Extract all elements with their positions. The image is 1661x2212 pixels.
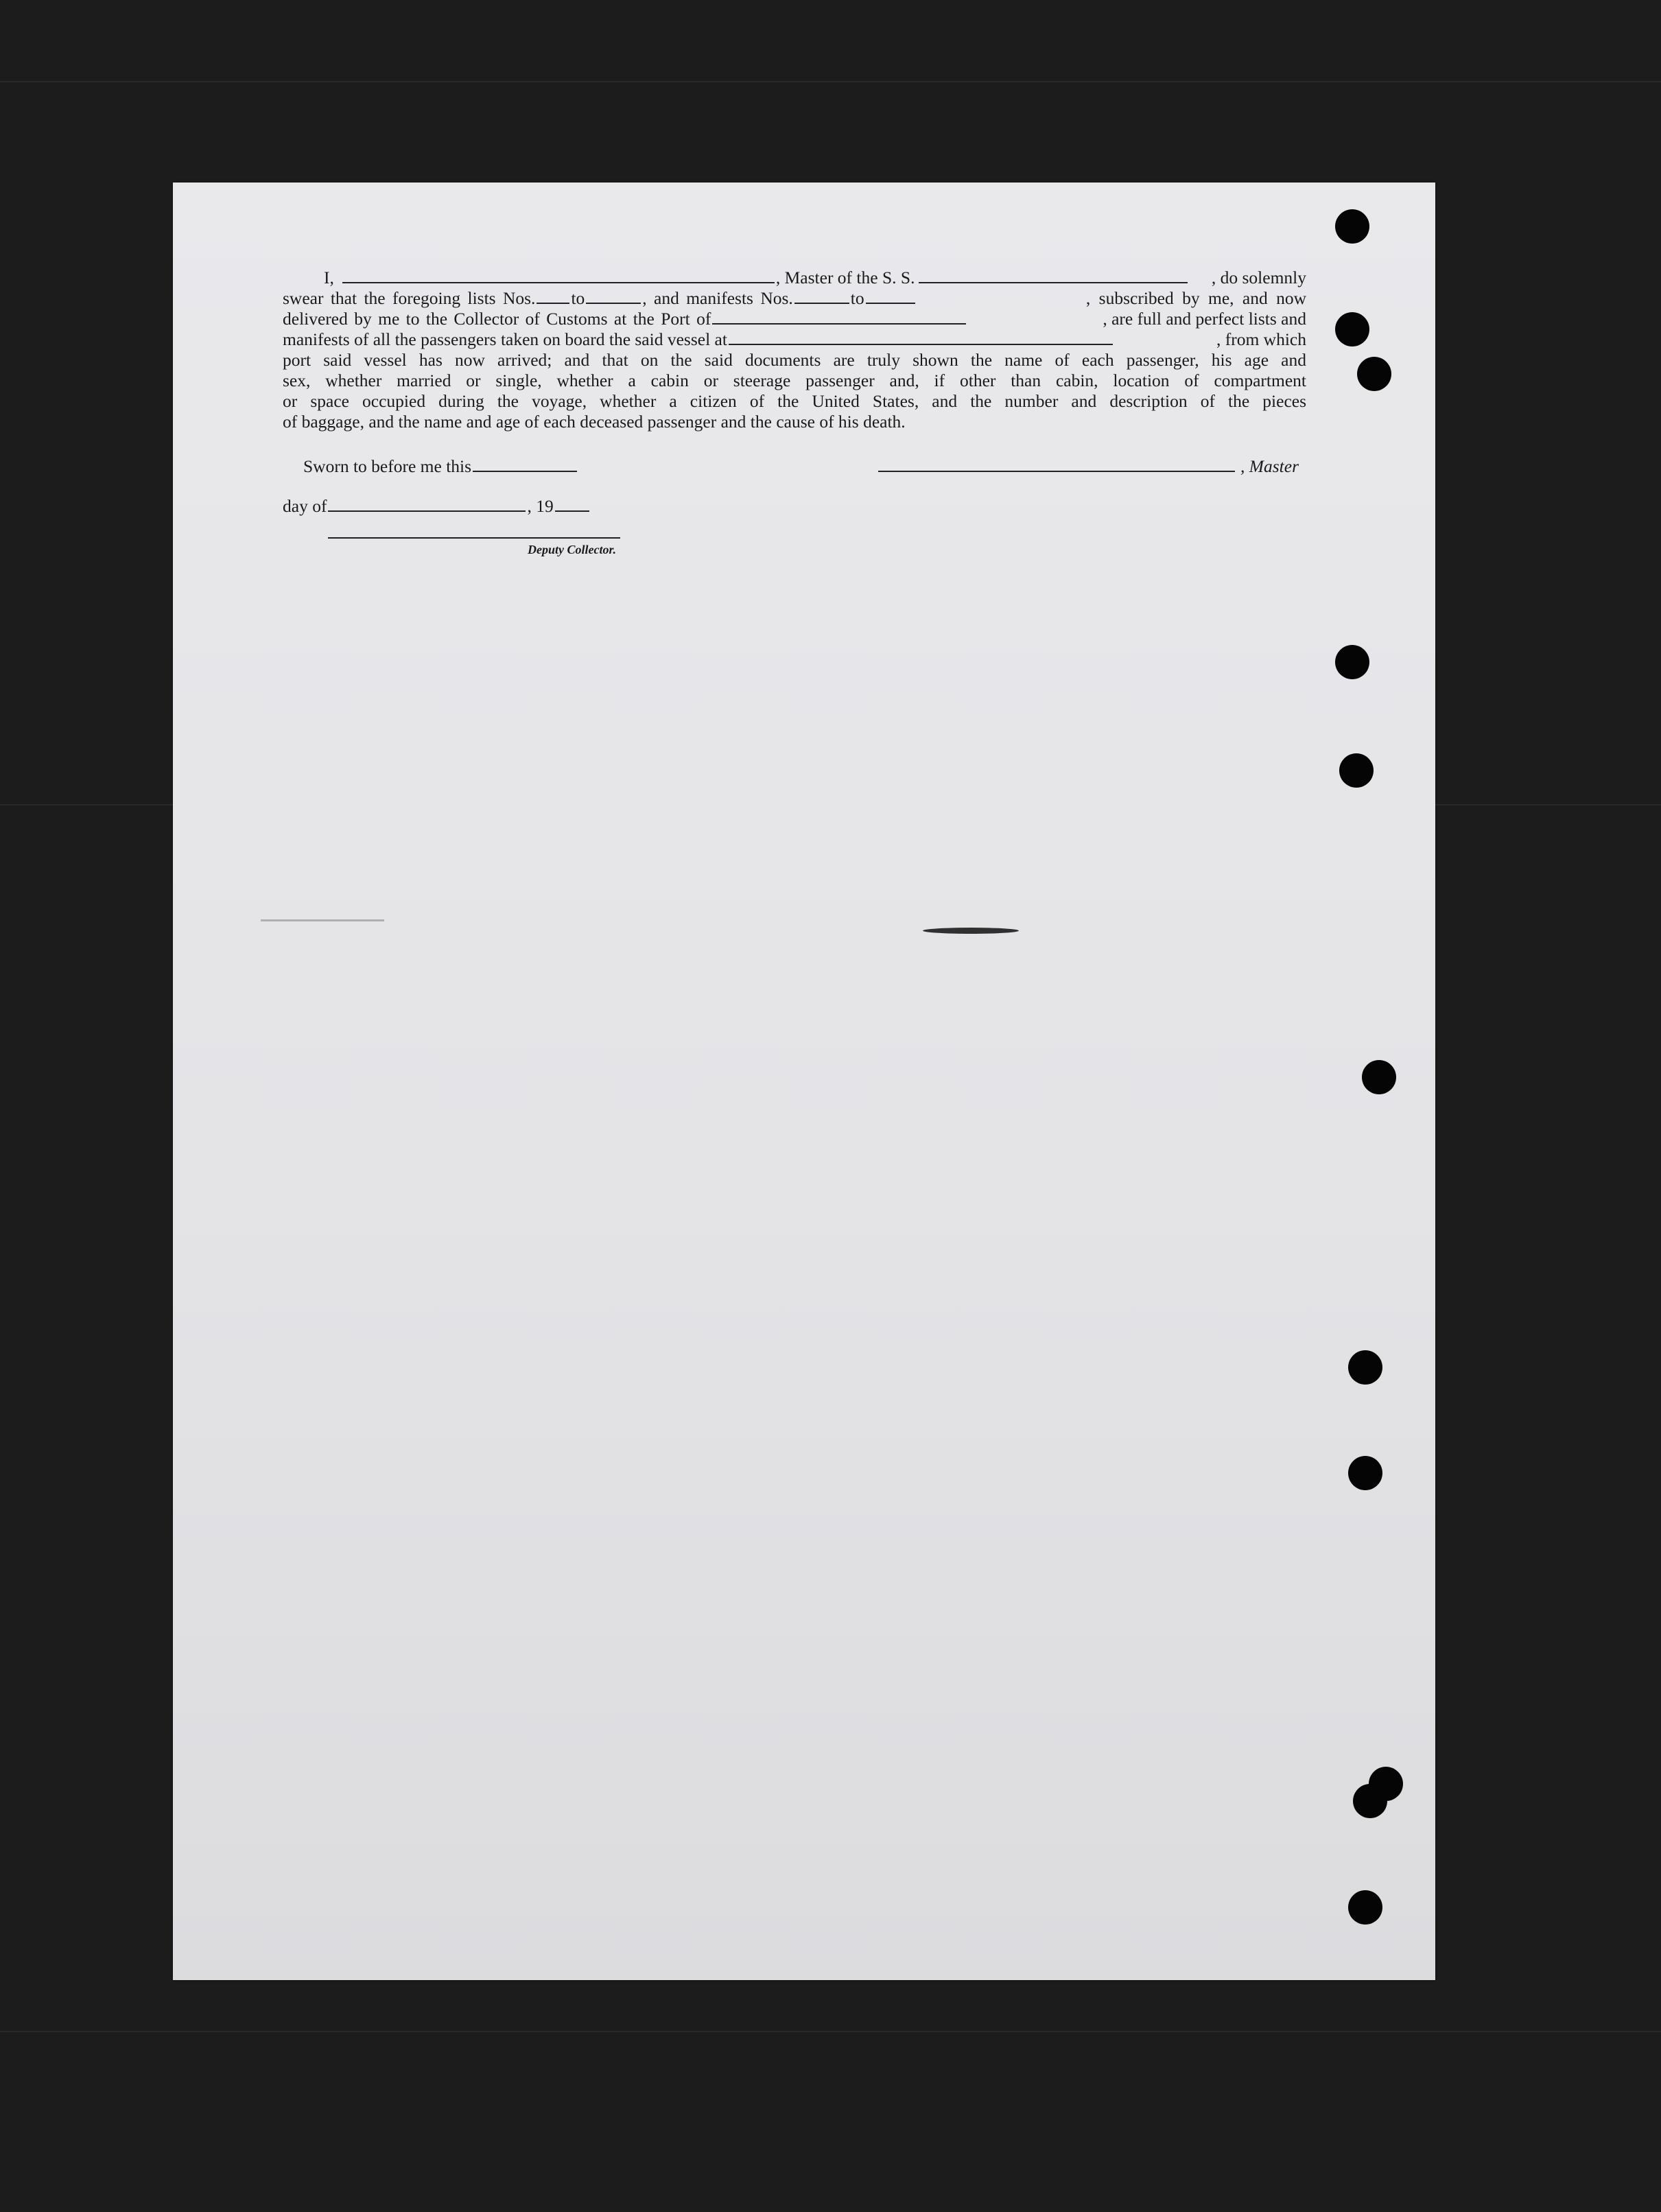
master-signature-line — [877, 456, 1299, 477]
oath-text: delivered by me to the Collector of Customs at the Port of — [283, 309, 711, 329]
deputy-collector-label: Deputy Collector. — [528, 543, 616, 556]
punch-hole — [1348, 1890, 1382, 1925]
oath-text: to — [571, 288, 585, 308]
master-label: , Master — [1240, 456, 1299, 476]
master-signature-blank[interactable] — [878, 471, 1235, 472]
list-from-blank[interactable] — [537, 303, 569, 304]
deputy-collector-signature — [328, 537, 620, 557]
oath-line-2 — [283, 288, 1306, 309]
departure-port-blank[interactable] — [729, 344, 1113, 345]
punch-hole — [1339, 753, 1374, 788]
day-label: day of — [283, 496, 327, 516]
day-line — [283, 496, 591, 517]
scan-streak — [0, 81, 1661, 82]
port-blank[interactable] — [712, 323, 966, 325]
punch-hole — [1353, 1784, 1387, 1818]
oath-text: , Master of the S. S. — [775, 268, 915, 287]
sworn-line — [303, 456, 578, 477]
manifest-page — [173, 183, 1435, 1980]
punch-hole — [1348, 1456, 1382, 1490]
oath-line-6: sex, whether married or single, whether a cabin or steerage passenger and, if other than cabin, location of compartment — [283, 370, 1306, 390]
oath-line-5: port said vessel has now arrived; and that on the said documents are truly shown the name of each passenger, his age and — [283, 350, 1306, 370]
sworn-label: Sworn to before me this — [303, 456, 472, 476]
ship-name-blank[interactable] — [919, 282, 1188, 283]
oath-line-3 — [283, 309, 1306, 329]
oath-text: , from which — [1216, 329, 1306, 349]
oath-text: , and manifests Nos. — [642, 288, 793, 308]
oath-line-7: or space occupied during the voyage, whether a citizen of the United States, and the number and description of the pieces — [283, 391, 1306, 411]
oath-line-4 — [283, 329, 1306, 350]
oath-line-8: of baggage, and the name and age of each deceased passenger and the cause of his death. — [283, 412, 906, 432]
punch-hole — [1362, 1060, 1396, 1094]
oath-text: , subscribed by me, and now — [1085, 288, 1306, 308]
month-blank[interactable] — [328, 510, 526, 512]
oath-text: to — [850, 288, 864, 308]
manifest-from-blank[interactable] — [794, 303, 849, 304]
punch-hole — [1335, 645, 1369, 679]
oath-text: , are full and perfect lists and — [1103, 309, 1306, 329]
punch-hole — [1335, 209, 1369, 244]
oath-paragraph — [283, 268, 1306, 432]
oath-text: I, — [324, 268, 334, 287]
manifest-to-blank[interactable] — [866, 303, 915, 304]
year-prefix: , 19 — [527, 496, 554, 516]
deputy-signature-blank[interactable] — [328, 537, 620, 539]
ink-smudge — [261, 919, 384, 921]
oath-text: manifests of all the passengers taken on board the said vessel at — [283, 329, 727, 349]
oath-text: , do solemnly — [1211, 268, 1306, 287]
ink-smudge — [923, 928, 1019, 934]
punch-hole — [1335, 312, 1369, 346]
year-blank[interactable] — [555, 510, 589, 512]
sworn-date-blank[interactable] — [473, 471, 577, 472]
oath-line-1 — [283, 268, 1306, 288]
list-to-blank[interactable] — [586, 303, 641, 304]
master-name-blank[interactable] — [342, 282, 775, 283]
punch-hole — [1357, 357, 1391, 391]
scan-streak — [0, 2031, 1661, 2032]
oath-text: swear that the foregoing lists Nos. — [283, 288, 536, 308]
punch-hole — [1348, 1350, 1382, 1385]
